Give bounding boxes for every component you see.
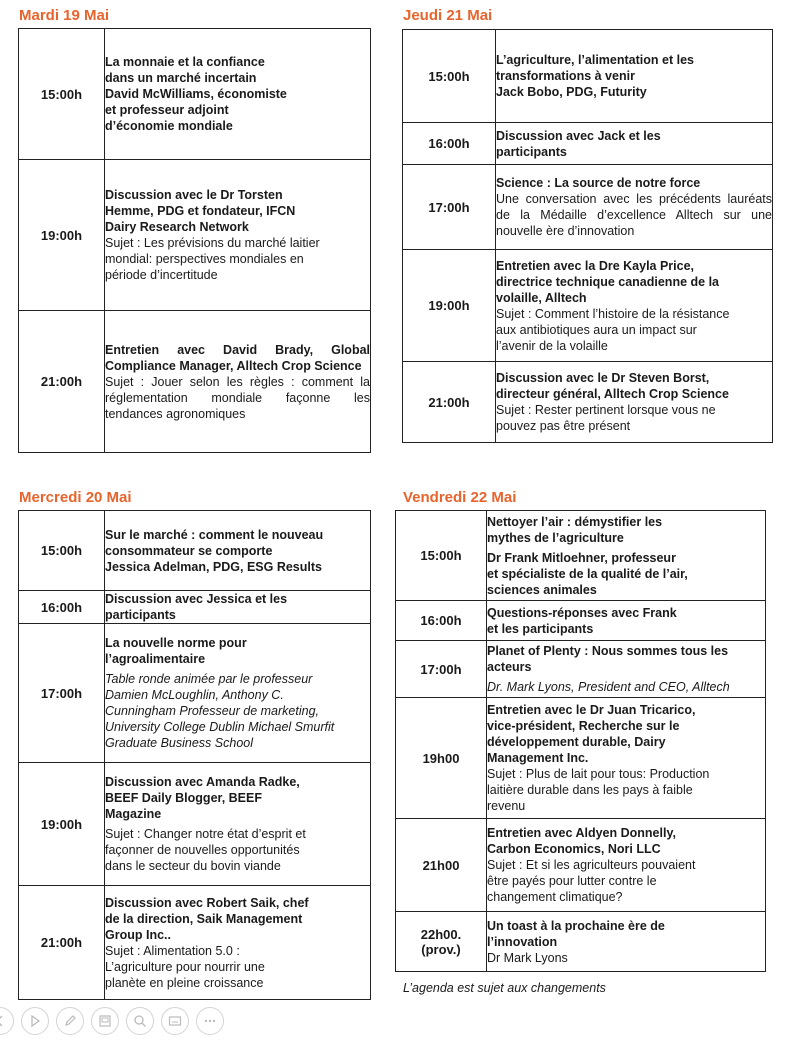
session-heading-line: Hemme, PDG et fondateur, IFCN: [105, 204, 296, 218]
session-heading-line: Group Inc..: [105, 927, 171, 942]
toolbar-zoom-icon[interactable]: [126, 1007, 154, 1035]
session-detail-line: revenu: [487, 799, 526, 813]
session-heading-line: acteurs: [487, 660, 532, 674]
session-detail-line: planète en pleine croissance: [105, 975, 264, 990]
session-detail-line: Sujet : Rester pertinent lorsque vous ne: [496, 403, 716, 417]
day-title-jeudi: Jeudi 21 Mai: [403, 7, 493, 24]
session-heading-line: Discussion avec Jack et les: [496, 128, 661, 143]
session-time: 16:00h: [396, 601, 487, 641]
session-detail-line: laitière durable dans les pays à faible: [487, 783, 693, 797]
session-description: [105, 311, 371, 453]
session-detail-line: Sujet : Plus de lait pour tous: Production: [487, 767, 710, 781]
session-heading-line: directrice technique canadienne de la: [496, 274, 719, 289]
session-description: [487, 698, 766, 819]
session-time: 16:00h: [403, 123, 496, 165]
schedule-table-vendredi: [395, 510, 766, 972]
session-heading-line: Un toast à la prochaine ère de: [487, 918, 665, 933]
session-detail-line: l’avenir de la volaille: [496, 338, 608, 353]
session-description: [496, 250, 773, 362]
session-description: [487, 511, 766, 601]
session-time: 15:00h: [19, 511, 105, 591]
session-detail-line: Sujet : Changer notre état d’esprit et: [105, 827, 306, 841]
session-time: 16:00h: [19, 591, 105, 624]
session-description: [487, 601, 766, 641]
session-heading-line: Sur le marché : comment le nouveau: [105, 527, 324, 542]
schedule-table-mercredi: [18, 510, 371, 1000]
session-description: [496, 30, 773, 123]
session-heading-line: Discussion avec le Dr Steven Borst,: [496, 371, 710, 385]
session-heading-line: La nouvelle norme pour: [105, 636, 247, 650]
table-row: [19, 29, 371, 160]
session-heading-line: consommateur se comporte: [105, 543, 273, 558]
session-heading-line: et les participants: [487, 621, 594, 636]
session-detail-line: pouvez pas être présent: [496, 419, 631, 433]
session-detail-line: Sujet : Jouer selon les règles : comment la réglementation mondiale façonne les tendances agronomiques: [105, 374, 370, 421]
table-row: [396, 819, 766, 912]
session-description: [105, 763, 371, 886]
schedule-table-jeudi: [402, 29, 773, 443]
session-heading-line: Entretien avec le Dr Juan Tricarico,: [487, 703, 696, 717]
session-heading-line: Discussion avec le Dr Torsten: [105, 188, 283, 202]
session-heading-line: et professeur adjoint: [105, 103, 229, 117]
day-title-vendredi: Vendredi 22 Mai: [403, 489, 517, 506]
session-detail-line: University College Dublin Michael Smurfit: [105, 720, 335, 734]
session-heading-line: David McWilliams, économiste: [105, 87, 287, 101]
session-description: [105, 160, 371, 311]
session-description: [105, 624, 371, 763]
session-time: 19:00h: [403, 250, 496, 362]
session-detail-line: mondial: perspectives mondiales en: [105, 252, 304, 266]
table-row: [396, 641, 766, 698]
session-heading-line: Dr Frank Mitloehner, professeur: [487, 550, 676, 565]
session-detail-line: aux antibiotiques aura un impact sur: [496, 322, 697, 337]
session-detail-line: Cunningham Professeur de marketing,: [105, 704, 320, 718]
session-time: 21:00h: [19, 311, 105, 453]
session-time: 17:00h: [396, 641, 487, 698]
session-heading-line: développement durable, Dairy: [487, 735, 666, 749]
session-description: [496, 165, 773, 250]
session-heading-line: vice-président, Recherche sur le: [487, 719, 680, 733]
session-heading-line: l’agroalimentaire: [105, 652, 206, 666]
session-detail-line: Une conversation avec les précédents lauréats de la Médaille d’excellence Alltech sur une nouvelle ère d’innovation: [496, 192, 772, 238]
table-row: [396, 912, 766, 972]
day-title-mardi: Mardi 19 Mai: [19, 7, 110, 24]
table-row: [19, 591, 371, 624]
session-heading-line: sciences animales: [487, 582, 597, 597]
table-row: [403, 250, 773, 362]
session-detail-line: Sujet : Alimentation 5.0 :: [105, 943, 240, 958]
session-detail-line: période d’incertitude: [105, 268, 218, 282]
session-detail-line: Sujet : Et si les agriculteurs pouvaient: [487, 858, 696, 872]
table-row: [396, 698, 766, 819]
session-detail-line: Table ronde animée par le professeur: [105, 672, 313, 686]
session-detail-line: Graduate Business School: [105, 736, 254, 750]
session-heading-line: La monnaie et la confiance: [105, 55, 265, 69]
session-heading-line: dans un marché incertain: [105, 71, 257, 85]
session-heading-line: Science : La source de notre force: [496, 176, 701, 190]
session-heading-line: Discussion avec Jessica et les: [105, 592, 288, 606]
table-row: [396, 511, 766, 601]
table-row: [403, 123, 773, 165]
toolbar-subtitles-icon[interactable]: [161, 1007, 189, 1035]
session-description: [105, 511, 371, 591]
session-heading-line: Management Inc.: [487, 751, 589, 765]
session-heading-line: l’innovation: [487, 934, 558, 949]
session-description: [105, 29, 371, 160]
session-description: [105, 886, 371, 1000]
session-time: 21:00h: [19, 886, 105, 1000]
table-row: [19, 160, 371, 311]
session-time: 19h00: [396, 698, 487, 819]
session-description: [487, 641, 766, 698]
table-row: [19, 624, 371, 763]
toolbar-more-icon[interactable]: [196, 1007, 224, 1035]
table-row: [403, 30, 773, 123]
toolbar-pen-icon[interactable]: [56, 1007, 84, 1035]
table-row: [19, 511, 371, 591]
session-heading-line: participants: [496, 144, 567, 159]
session-detail-line: Damien McLoughlin, Anthony C.: [105, 688, 284, 702]
session-time: 15:00h: [403, 30, 496, 123]
session-heading-line: Questions-réponses avec Frank: [487, 605, 677, 620]
session-time: 19:00h: [19, 160, 105, 311]
session-heading-line: Planet of Plenty : Nous sommes tous les: [487, 644, 729, 658]
session-time: 19:00h: [19, 763, 105, 886]
session-description: [496, 123, 773, 165]
session-heading-line: d’économie mondiale: [105, 119, 233, 133]
session-heading-line: Dairy Research Network: [105, 220, 249, 234]
table-row: [403, 362, 773, 443]
session-detail-line: être payés pour lutter contre le: [487, 874, 657, 888]
session-heading-line: transformations à venir: [496, 69, 635, 83]
session-heading-line: L’agriculture, l’alimentation et les: [496, 53, 694, 67]
session-time: 21:00h: [403, 362, 496, 443]
day-title-mercredi: Mercredi 20 Mai: [19, 489, 132, 506]
session-detail-line: Sujet : Comment l’histoire de la résistance: [496, 306, 730, 321]
session-time: 17:00h: [19, 624, 105, 763]
session-description: [496, 362, 773, 443]
toolbar-slides-icon[interactable]: [91, 1007, 119, 1035]
session-detail-line: Dr. Mark Lyons, President and CEO, Alltech: [487, 680, 730, 694]
session-detail-line: changement climatique?: [487, 890, 623, 904]
session-heading-line: Entretien avec la Dre Kayla Price,: [496, 258, 695, 273]
table-row: [19, 886, 371, 1000]
session-heading-line: Discussion avec Amanda Radke,: [105, 775, 300, 789]
session-heading-line: Magazine: [105, 807, 162, 821]
schedule-table-mardi: [18, 28, 371, 453]
session-heading-line: et spécialiste de la qualité de l’air,: [487, 566, 688, 581]
session-detail-line: dans le secteur du bovin viande: [105, 859, 281, 873]
session-heading-line: directeur général, Alltech Crop Science: [496, 387, 729, 401]
session-heading-line: Entretien avec Aldyen Donnelly,: [487, 826, 676, 840]
session-detail-line: Sujet : Les prévisions du marché laitier: [105, 236, 320, 250]
session-time: 22h00. (prov.): [396, 912, 487, 972]
session-time: 17:00h: [403, 165, 496, 250]
table-row: [403, 165, 773, 250]
session-heading-line: Carbon Economics, Nori LLC: [487, 842, 661, 856]
table-row: [19, 763, 371, 886]
session-description: [487, 912, 766, 972]
session-detail-line: L’agriculture pour nourrir une: [105, 959, 265, 974]
session-heading-line: Nettoyer l’air : démystifier les: [487, 514, 663, 529]
session-detail-line: Dr Mark Lyons: [487, 950, 568, 965]
session-heading-line: mythes de l’agriculture: [487, 530, 624, 545]
toolbar-back-icon[interactable]: [0, 1007, 14, 1035]
session-heading-line: Discussion avec Robert Saik, chef: [105, 895, 309, 910]
toolbar-play-icon[interactable]: [21, 1007, 49, 1035]
session-heading-line: Entretien avec David Brady, Global Compliance Manager, Alltech Crop Science: [105, 342, 370, 373]
session-time: 15:00h: [19, 29, 105, 160]
agenda-footnote: L’agenda est sujet aux changements: [403, 981, 606, 995]
session-description: [487, 819, 766, 912]
session-time: 21h00: [396, 819, 487, 912]
session-heading-line: BEEF Daily Blogger, BEEF: [105, 791, 262, 805]
session-heading-line: participants: [105, 608, 176, 622]
session-description: [105, 591, 371, 624]
session-heading-line: de la direction, Saik Management: [105, 911, 303, 926]
presentation-toolbar: [0, 1004, 224, 1038]
session-heading-line: Jessica Adelman, PDG, ESG Results: [105, 559, 322, 574]
table-row: [396, 601, 766, 641]
session-time: 15:00h: [396, 511, 487, 601]
session-detail-line: façonner de nouvelles opportunités: [105, 843, 300, 857]
table-row: [19, 311, 371, 453]
session-heading-line: volaille, Alltech: [496, 290, 587, 305]
session-heading-line: Jack Bobo, PDG, Futurity: [496, 85, 647, 99]
